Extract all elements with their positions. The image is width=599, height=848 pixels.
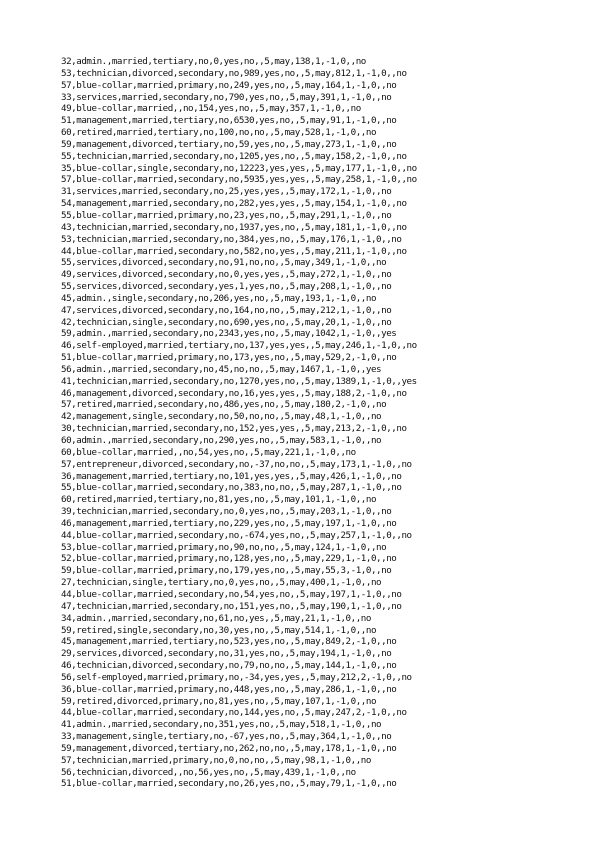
csv-record-line: 45,management,married,tertiary,no,523,yes,no,,5,may,849,2,-1,0,,no <box>61 636 397 648</box>
csv-record-line: 59,management,divorced,tertiary,no,262,no,no,,5,may,178,1,-1,0,,no <box>61 742 397 754</box>
csv-record-line: 55,services,divorced,secondary,no,91,no,no,,5,may,349,1,-1,0,,no <box>61 257 387 269</box>
csv-record-line: 57,entrepreneur,divorced,secondary,no,-37,no,no,,5,may,173,1,-1,0,,no <box>61 458 412 470</box>
csv-record-line: 41,technician,married,secondary,no,1270,yes,no,,5,may,1389,1,-1,0,,yes <box>61 375 417 387</box>
csv-record-line: 47,services,divorced,secondary,no,164,no,no,,5,may,212,1,-1,0,,no <box>61 304 392 316</box>
csv-record-line: 47,technician,married,secondary,no,151,yes,no,,5,may,190,1,-1,0,,no <box>61 600 402 612</box>
csv-record-line: 52,blue-collar,married,primary,no,128,yes,no,,5,may,229,1,-1,0,,no <box>61 553 397 565</box>
csv-record-line: 54,management,married,secondary,no,282,yes,yes,,5,may,154,1,-1,0,,no <box>61 198 407 210</box>
csv-record-line: 49,services,divorced,secondary,no,0,yes,yes,,5,may,272,1,-1,0,,no <box>61 269 392 281</box>
csv-record-line: 39,technician,married,secondary,no,0,yes,no,,5,may,203,1,-1,0,,no <box>61 506 392 518</box>
csv-record-line: 53,blue-collar,married,primary,no,90,no,no,,5,may,124,1,-1,0,,no <box>61 541 387 553</box>
csv-record-line: 59,admin.,married,secondary,no,2343,yes,no,,5,may,1042,1,-1,0,,yes <box>61 328 397 340</box>
csv-record-line: 44,blue-collar,married,secondary,no,144,yes,no,,5,may,247,2,-1,0,,no <box>61 707 407 719</box>
csv-record-line: 33,management,single,tertiary,no,-67,yes,no,,5,may,364,1,-1,0,,no <box>61 731 392 743</box>
csv-record-line: 59,blue-collar,married,primary,no,179,yes,no,,5,may,55,3,-1,0,,no <box>61 565 392 577</box>
csv-record-line: 45,admin.,single,secondary,no,206,yes,no,,5,may,193,1,-1,0,,no <box>61 292 377 304</box>
csv-record-line: 32,admin.,married,tertiary,no,0,yes,no,,5,may,138,1,-1,0,,no <box>61 56 366 67</box>
csv-record-line: 57,retired,married,secondary,no,486,yes,no,,5,may,180,2,-1,0,,no <box>61 399 387 411</box>
csv-record-line: 55,blue-collar,married,secondary,no,383,no,no,,5,may,287,1,-1,0,,no <box>61 482 402 494</box>
csv-record-line: 46,management,married,tertiary,no,229,yes,no,,5,may,197,1,-1,0,,no <box>61 517 397 529</box>
csv-record-line: 46,management,divorced,secondary,no,16,yes,yes,,5,may,188,2,-1,0,,no <box>61 387 407 399</box>
csv-record-line: 59,retired,divorced,primary,no,81,yes,no,,5,may,107,1,-1,0,,no <box>61 695 377 707</box>
csv-record-line: 56,self-employed,married,primary,no,-34,yes,yes,,5,may,212,2,-1,0,,no <box>61 671 412 683</box>
csv-record-line: 30,technician,married,secondary,no,152,yes,yes,,5,may,213,2,-1,0,,no <box>61 423 407 435</box>
csv-record-line: 51,blue-collar,married,secondary,no,26,yes,no,,5,may,79,1,-1,0,,no <box>61 778 397 790</box>
csv-record-line: 41,admin.,married,secondary,no,351,yes,no,,5,may,518,1,-1,0,,no <box>61 719 382 731</box>
csv-record-line: 57,blue-collar,married,primary,no,249,yes,no,,5,may,164,1,-1,0,,no <box>61 79 397 91</box>
csv-record-line: 57,technician,married,primary,no,0,no,no,,5,may,98,1,-1,0,,no <box>61 754 371 766</box>
csv-record-line: 36,blue-collar,married,primary,no,448,yes,no,,5,may,286,1,-1,0,,no <box>61 683 397 695</box>
csv-record-line: 35,blue-collar,single,secondary,no,12223,yes,yes,,5,may,177,1,-1,0,,no <box>61 162 417 174</box>
csv-record-line: 46,technician,divorced,secondary,no,79,no,no,,5,may,144,1,-1,0,,no <box>61 660 397 672</box>
csv-record-line: 34,admin.,married,secondary,no,61,no,yes,,5,may,21,1,-1,0,,no <box>61 612 371 624</box>
csv-record-line: 56,admin.,married,secondary,no,45,no,no,,5,may,1467,1,-1,0,,yes <box>61 363 382 375</box>
csv-record-line: 55,services,divorced,secondary,yes,1,yes,no,,5,may,208,1,-1,0,,no <box>61 281 392 293</box>
csv-record-line: 42,management,single,secondary,no,50,no,no,,5,may,48,1,-1,0,,no <box>61 411 382 423</box>
csv-record-line: 59,management,divorced,tertiary,no,59,yes,no,,5,may,273,1,-1,0,,no <box>61 138 397 150</box>
csv-record-line: 60,blue-collar,married,,no,54,yes,no,,5,may,221,1,-1,0,,no <box>61 446 356 458</box>
csv-record-line: 29,services,divorced,secondary,no,31,yes,no,,5,may,194,1,-1,0,,no <box>61 648 392 660</box>
csv-record-line: 53,technician,married,secondary,no,384,yes,no,,5,may,176,1,-1,0,,no <box>61 233 402 245</box>
csv-record-line: 49,blue-collar,married,,no,154,yes,no,,5,may,357,1,-1,0,,no <box>61 103 361 115</box>
csv-record-line: 33,services,married,secondary,no,790,yes,no,,5,may,391,1,-1,0,,no <box>61 91 392 103</box>
csv-record-line: 53,technician,divorced,secondary,no,989,yes,no,,5,may,812,1,-1,0,,no <box>61 67 407 79</box>
csv-record-line: 44,blue-collar,married,secondary,no,582,no,yes,,5,may,211,1,-1,0,,no <box>61 245 407 257</box>
csv-record-line: 43,technician,married,secondary,no,1937,yes,no,,5,may,181,1,-1,0,,no <box>61 221 407 233</box>
csv-record-line: 36,management,married,tertiary,no,101,yes,yes,,5,may,426,1,-1,0,,no <box>61 470 402 482</box>
csv-record-line: 44,blue-collar,married,secondary,no,-674,yes,no,,5,may,257,1,-1,0,,no <box>61 529 412 541</box>
csv-record-line: 31,services,married,secondary,no,25,yes,yes,,5,may,172,1,-1,0,,no <box>61 186 392 198</box>
csv-record-line: 56,technician,divorced,,no,56,yes,no,,5,may,439,1,-1,0,,no <box>61 766 356 778</box>
csv-record-line: 27,technician,single,tertiary,no,0,yes,no,,5,may,400,1,-1,0,,no <box>61 577 382 589</box>
csv-record-line: 55,technician,married,secondary,no,1205,yes,no,,5,may,158,2,-1,0,,no <box>61 150 407 162</box>
csv-record-line: 60,retired,married,tertiary,no,100,no,no,,5,may,528,1,-1,0,,no <box>61 127 377 139</box>
csv-record-line: 42,technician,single,secondary,no,690,yes,no,,5,may,20,1,-1,0,,no <box>61 316 392 328</box>
csv-record-line: 60,admin.,married,secondary,no,290,yes,no,,5,may,583,1,-1,0,,no <box>61 435 382 446</box>
csv-record-line: 46,self-employed,married,tertiary,no,137,yes,yes,,5,may,246,1,-1,0,,no <box>61 340 417 352</box>
csv-record-line: 51,blue-collar,married,primary,no,173,yes,no,,5,may,529,2,-1,0,,no <box>61 352 397 364</box>
csv-record-line: 44,blue-collar,married,secondary,no,54,yes,no,,5,may,197,1,-1,0,,no <box>61 588 402 600</box>
csv-record-line: 57,blue-collar,married,secondary,no,5935,yes,yes,,5,may,258,1,-1,0,,no <box>61 174 417 186</box>
csv-record-line: 55,blue-collar,married,primary,no,23,yes,no,,5,may,291,1,-1,0,,no <box>61 209 392 221</box>
csv-record-line: 59,retired,single,secondary,no,30,yes,no,,5,may,514,1,-1,0,,no <box>61 624 377 636</box>
csv-record-line: 51,management,married,tertiary,no,6530,yes,no,,5,may,91,1,-1,0,,no <box>61 115 397 127</box>
csv-record-line: 60,retired,married,tertiary,no,81,yes,no,,5,may,101,1,-1,0,,no <box>61 494 377 506</box>
csv-text-block <box>61 56 581 790</box>
